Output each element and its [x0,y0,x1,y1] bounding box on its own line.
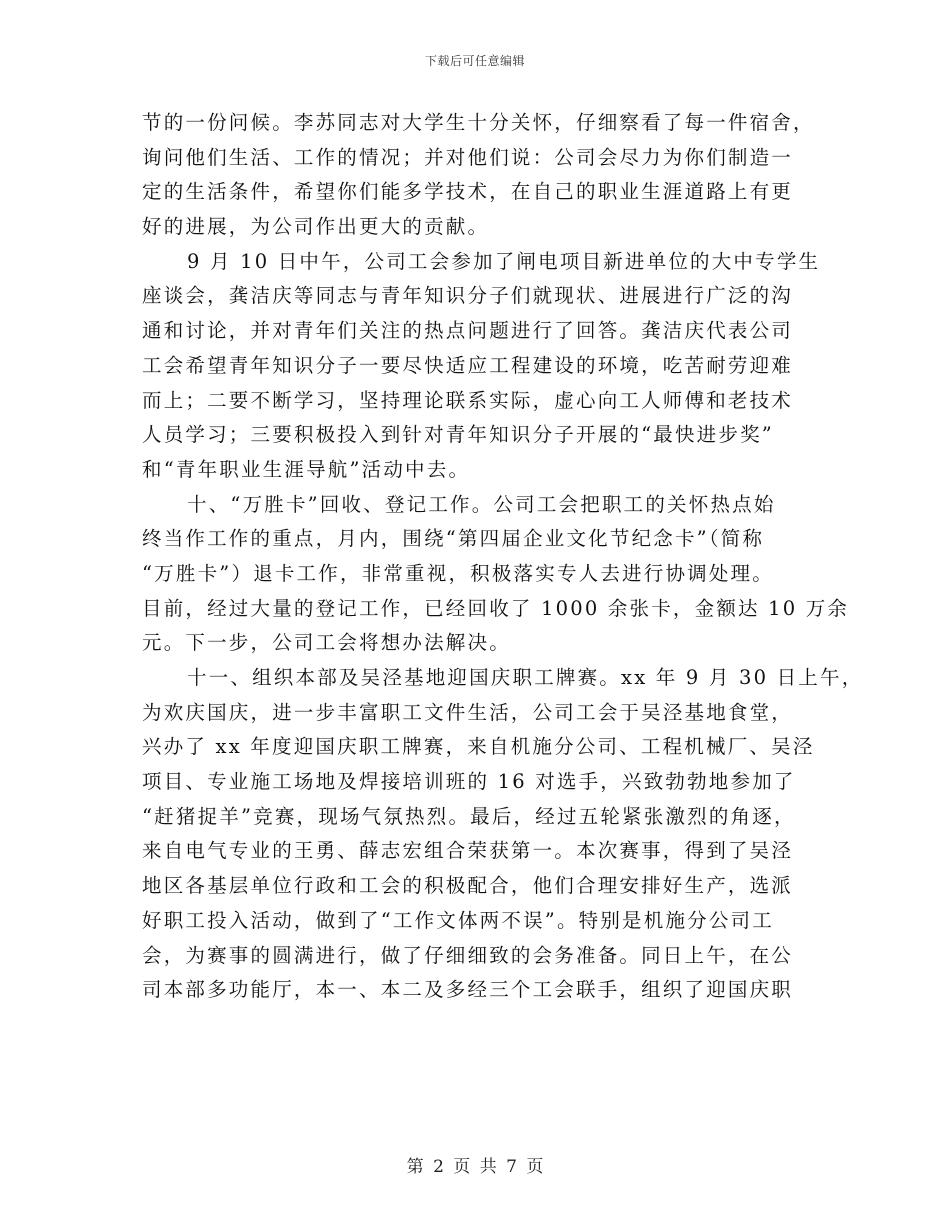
text-line: “赶猪捉羊”竞赛，现场气氛热烈。最后，经过五轮紧张激烈的角逐， [142,804,796,828]
text-line: “万胜卡”）退卡工作，非常重视，积极落实专人去进行协调处理。 [142,561,774,585]
text-line: 节的一份问候。李苏同志对大学生十分关怀，仔细察看了每一件宿舍， [142,111,815,134]
text-line: 好职工投入活动，做到了“工作文体两不误”。特别是机施分公司工 [142,908,774,932]
text-line: 十一、组织本部及吴泾基地迎国庆职工牌赛。xx 年 9 月 30 日上午， [187,666,864,689]
text-line: 和“青年职业生涯导航”活动中去。 [142,457,471,481]
text-line: 座谈会，龚洁庆等同志与青年知识分子们就现状、进展进行广泛的沟 [142,284,794,308]
text-line: 地区各基层单位行政和工会的积极配合，他们合理安排好生产，选派 [142,874,794,898]
text-line: 终当作工作的重点，月内，围绕“第四届企业文化节纪念卡”（简称 [142,527,765,551]
text-line: 元。下一步，公司工会将想办法解决。 [142,631,511,655]
text-line: 兴办了 xx 年度迎国庆职工牌赛，来自机施分公司、工程机械厂、吴泾 [142,735,815,759]
text-line: 好的进展，为公司作出更大的贡献。 [142,215,490,239]
page-header: 下载后可任意编辑 [424,54,525,68]
text-line: 询问他们生活、工作的情况；并对他们说：公司会尽力为你们制造一 [142,145,794,169]
text-line: 为欢庆国庆，进一步丰富职工文件生活，公司工会于吴泾基地食堂， [142,700,794,724]
text-line: 十、“万胜卡”回收、登记工作。公司工会把职工的关怀热点始 [187,492,776,516]
page-number-footer: 第 2 页 共 7 页 [406,1157,544,1177]
text-line: 通和讨论，并对青年们关注的热点问题进行了回答。龚洁庆代表公司 [142,319,794,343]
text-line: 来自电气专业的王勇、薛志宏组合荣获第一。本次赛事，得到了吴泾 [142,839,794,863]
text-line: 会，为赛事的圆满进行，做了仔细细致的会务准备。同日上午，在公 [142,943,794,967]
text-line: 司本部多功能厅，本一、本二及多经三个工会联手，组织了迎国庆职 [142,978,794,1002]
text-line: 目前，经过大量的登记工作，已经回收了 1000 余张卡，金额达 10 万余 [142,596,850,620]
text-line: 定的生活条件，希望你们能多学技术，在自己的职业生涯道路上有更 [142,180,794,204]
document-body [142,106,864,1008]
text-line: 工会希望青年知识分子一要尽快适应工程建设的环境，吃苦耐劳迎难 [142,353,794,377]
text-line: 而上；二要不断学习，坚持理论联系实际，虚心向工人师傅和老技术 [142,388,794,412]
text-line: 项目、专业施工场地及焊接培训班的 16 对选手，兴致勃勃地参加了 [142,770,796,794]
text-line: 人员学习；三要积极投入到针对青年知识分子开展的“最快进步奖” [142,423,774,447]
text-line: 9 月 10 日中午，公司工会参加了闸电项目新进单位的大中专学生 [187,249,821,273]
